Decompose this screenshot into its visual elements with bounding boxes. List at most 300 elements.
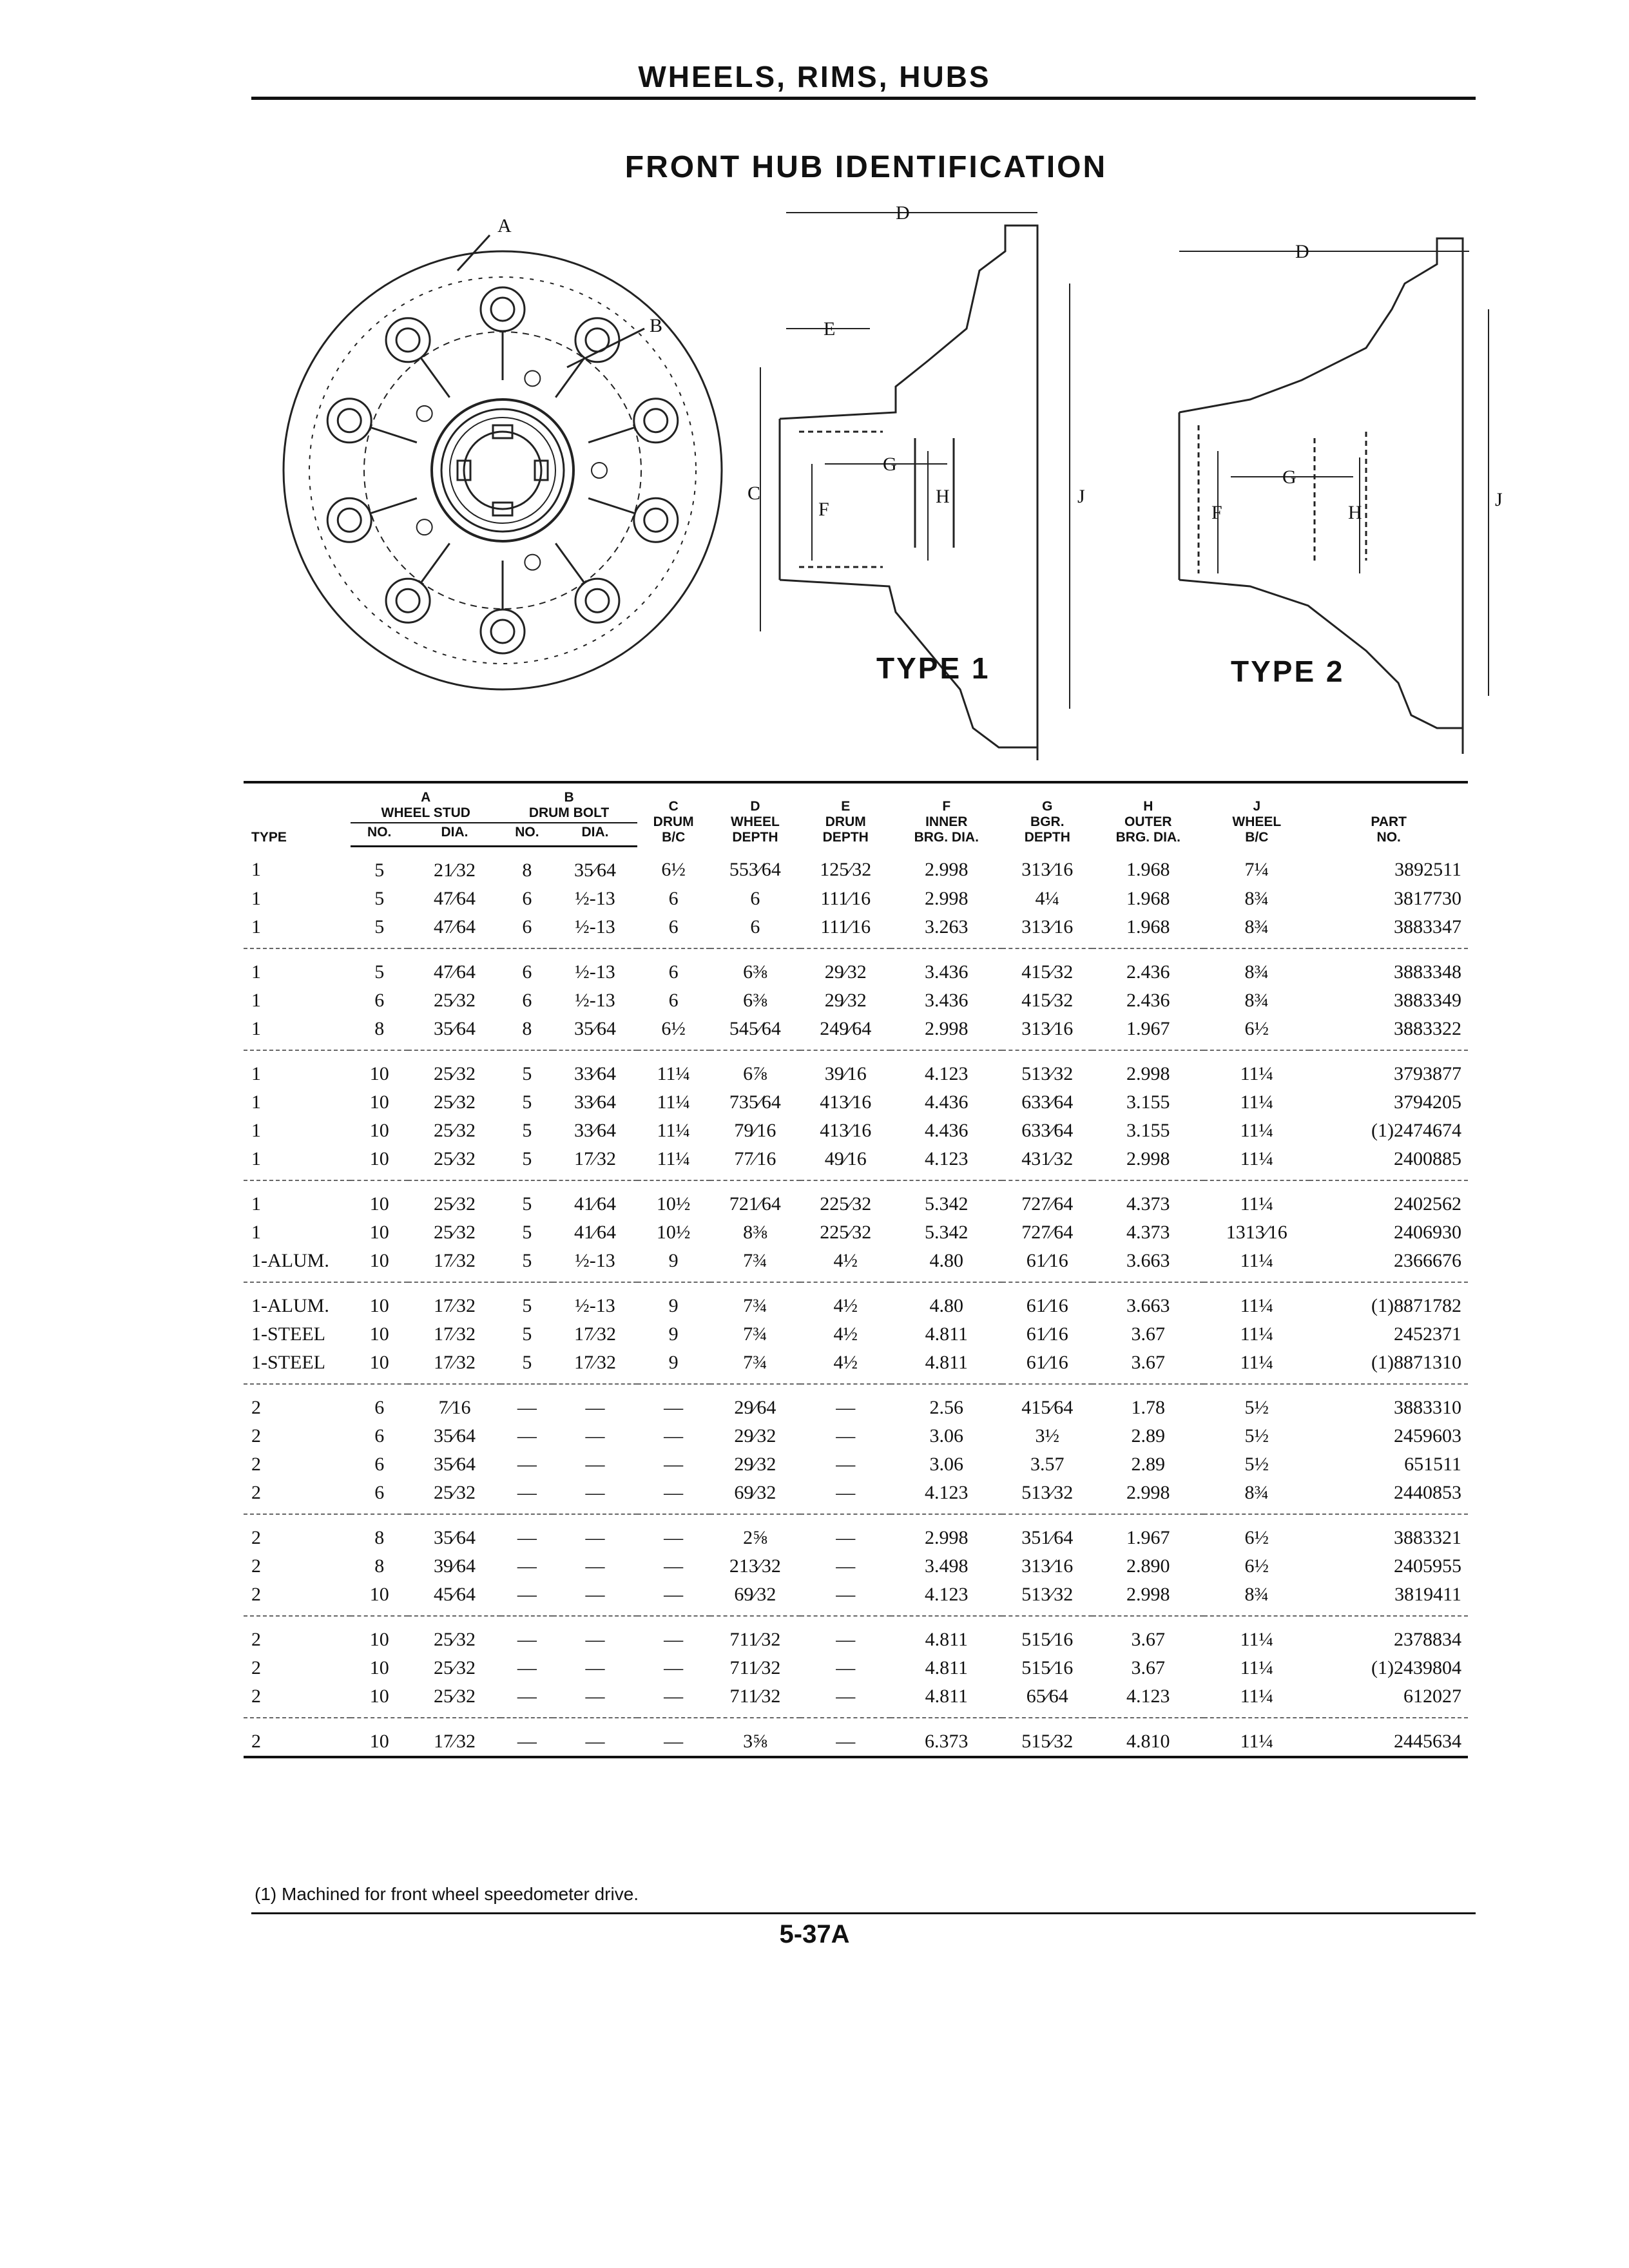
table-row xyxy=(244,1282,1468,1320)
col-c-header xyxy=(637,782,710,847)
cell-c: 10½ xyxy=(656,1193,691,1215)
cell-h: 2.890 xyxy=(1126,1555,1170,1577)
cell-b-no: 5 xyxy=(522,1295,532,1316)
type1-label: TYPE 1 xyxy=(876,651,990,685)
cell-h: 3.155 xyxy=(1126,1120,1170,1141)
cell-b-no: — xyxy=(501,1479,553,1514)
dim-label-g1: G xyxy=(883,454,897,475)
cell-b-dia: — xyxy=(553,1581,637,1616)
cell-f: 4.811 xyxy=(925,1657,968,1678)
cell-b-dia: ½-13 xyxy=(553,1247,637,1282)
cell-f: 5.342 xyxy=(925,1222,969,1243)
cell-c: — xyxy=(637,1479,710,1514)
cell-type: 1-ALUM. xyxy=(251,1295,329,1316)
cell-a-dia: 35⁄64 xyxy=(408,1015,501,1050)
cell-b-no: — xyxy=(517,1555,537,1577)
cell-c: 6 xyxy=(668,961,679,983)
cell-j: 8¾ xyxy=(1244,888,1269,909)
cell-h: 1.967 xyxy=(1092,1015,1204,1050)
cell-d: 7¾ xyxy=(710,1349,800,1384)
cell-type: 1 xyxy=(244,1015,351,1050)
dim-label-g2: G xyxy=(1282,466,1296,488)
col-f-letter: F xyxy=(942,798,951,814)
col-j-letter: J xyxy=(1253,798,1261,814)
cell-b-dia: — xyxy=(585,1555,605,1577)
cell-a-dia: 39⁄64 xyxy=(433,1555,476,1577)
cell-e: 225⁄32 xyxy=(820,1222,872,1243)
cell-h: 2.89 xyxy=(1131,1425,1166,1446)
cell-a-no: 10 xyxy=(369,1295,389,1316)
table-row xyxy=(244,1552,1468,1581)
cell-g: 515⁄16 xyxy=(1021,1657,1074,1678)
cell-d: 77⁄16 xyxy=(710,1145,800,1180)
cell-d: 711⁄32 xyxy=(729,1629,781,1650)
cell-type: 1 xyxy=(251,888,261,909)
cell-d: 2⅝ xyxy=(743,1527,767,1548)
cell-g: 4¼ xyxy=(1035,888,1060,909)
cell-b-no: 5 xyxy=(522,1193,532,1215)
cell-e: 225⁄32 xyxy=(820,1193,872,1215)
cell-g: 61⁄16 xyxy=(1026,1295,1068,1316)
cell-g: 313⁄16 xyxy=(1021,859,1074,881)
cell-b-no: 6 xyxy=(501,913,553,948)
cell-b-dia: — xyxy=(553,1718,637,1757)
cell-j: 11¼ xyxy=(1204,1682,1309,1718)
table-row xyxy=(244,1320,1468,1349)
cell-h: 3.663 xyxy=(1092,1247,1204,1282)
cell-j: 11¼ xyxy=(1204,1718,1309,1757)
cell-j: 8¾ xyxy=(1244,990,1269,1011)
cell-b-dia: 33⁄64 xyxy=(574,1091,616,1113)
cell-a-dia: 35⁄64 xyxy=(433,1527,476,1548)
cell-part: 3794205 xyxy=(1394,1091,1461,1113)
cell-d: 7¾ xyxy=(710,1247,800,1282)
cell-part: 3793877 xyxy=(1394,1063,1461,1084)
cell-d: 6⅜ xyxy=(743,990,767,1011)
table-row xyxy=(244,1654,1468,1682)
cell-d: 29⁄32 xyxy=(734,1425,776,1446)
cell-c: — xyxy=(637,1718,710,1757)
cell-a-dia: 7⁄16 xyxy=(438,1397,471,1418)
cell-h: 4.373 xyxy=(1126,1193,1170,1215)
cell-type: 1-STEEL xyxy=(251,1323,325,1345)
stud-hole xyxy=(634,399,678,443)
table-row xyxy=(244,986,1468,1015)
cell-part: 612027 xyxy=(1309,1682,1468,1718)
page-number: 5-37A xyxy=(779,1920,850,1948)
cell-g: 633⁄64 xyxy=(1021,1091,1074,1113)
cell-b-no: 5 xyxy=(522,1063,532,1084)
cell-h: 1.968 xyxy=(1092,913,1204,948)
cell-c: 11¼ xyxy=(657,1120,690,1141)
cell-g: 727⁄64 xyxy=(1021,1193,1074,1215)
table-row xyxy=(244,1384,1468,1422)
cell-h: 2.998 xyxy=(1092,1581,1204,1616)
cell-e: — xyxy=(800,1682,891,1718)
callout-b: B xyxy=(650,315,663,336)
cell-a-no: 8 xyxy=(351,1015,408,1050)
col-e-line2: DEPTH xyxy=(822,829,869,845)
cell-b-no: — xyxy=(517,1454,537,1475)
cell-part: 2440853 xyxy=(1309,1479,1468,1514)
cell-b-dia: 35⁄64 xyxy=(574,860,616,881)
cell-h: 3.67 xyxy=(1092,1349,1204,1384)
table-row xyxy=(244,1145,1468,1180)
stud-hole-inner xyxy=(491,620,514,643)
cell-a-no: 5 xyxy=(374,888,385,909)
cell-f: 3.06 xyxy=(929,1425,963,1446)
cell-b-no: — xyxy=(517,1425,537,1446)
col-part-header xyxy=(1309,782,1468,847)
cell-part: 3883321 xyxy=(1394,1527,1461,1548)
cell-f: 4.80 xyxy=(891,1247,1002,1282)
cell-f: 4.811 xyxy=(925,1323,968,1345)
cell-a-dia: 47⁄64 xyxy=(433,888,476,909)
table-row xyxy=(244,1718,1468,1757)
cell-b-no: 5 xyxy=(501,1349,553,1384)
cell-c: 9 xyxy=(668,1323,679,1345)
dim-label-e: E xyxy=(824,318,836,340)
cell-c: — xyxy=(664,1555,684,1577)
col-j-line2: B/C xyxy=(1245,829,1269,845)
cell-d: 213⁄32 xyxy=(729,1555,781,1577)
cell-c: — xyxy=(637,1682,710,1718)
cell-b-dia: — xyxy=(585,1425,605,1446)
col-e-letter: E xyxy=(841,798,851,814)
table-row xyxy=(244,948,1468,986)
cell-f: 2.56 xyxy=(929,1397,963,1418)
cell-part: 651511 xyxy=(1404,1454,1461,1475)
cell-a-dia: 25⁄32 xyxy=(408,1145,501,1180)
cell-c: 9 xyxy=(637,1349,710,1384)
cell-j: 11¼ xyxy=(1240,1193,1273,1215)
dim-label-d1: D xyxy=(896,202,910,224)
cell-j: 8¾ xyxy=(1204,913,1309,948)
cell-part: (1)2474674 xyxy=(1371,1120,1461,1141)
cell-j: 11¼ xyxy=(1240,1629,1273,1650)
cell-j: 8¾ xyxy=(1204,1581,1309,1616)
cell-e: — xyxy=(800,1479,891,1514)
cell-e: 29⁄32 xyxy=(824,961,867,983)
cell-b-dia: ½-13 xyxy=(553,913,637,948)
header-rule xyxy=(251,97,1476,100)
cell-g: 415⁄32 xyxy=(1021,990,1074,1011)
table-row xyxy=(244,1088,1468,1117)
cell-d: 69⁄32 xyxy=(710,1479,800,1514)
cell-a-no: 10 xyxy=(351,1349,408,1384)
cell-c: — xyxy=(637,1581,710,1616)
cell-part: (1)8871310 xyxy=(1309,1349,1468,1384)
col-g-line1: BGR. xyxy=(1030,814,1065,829)
cell-e: — xyxy=(836,1454,856,1475)
cell-e: 249⁄64 xyxy=(800,1015,891,1050)
col-j-header xyxy=(1204,782,1309,847)
drum-bolt-hole xyxy=(525,370,540,386)
table-row xyxy=(244,1349,1468,1384)
cell-g: 313⁄16 xyxy=(1021,1555,1074,1577)
cell-part: (1)8871782 xyxy=(1371,1295,1461,1316)
cell-type: 2 xyxy=(244,1581,351,1616)
dim-label-h2: H xyxy=(1348,502,1362,523)
cell-d: 8⅜ xyxy=(743,1222,767,1243)
cell-type: 2 xyxy=(251,1425,261,1446)
table-row xyxy=(244,1514,1468,1552)
cell-d: 711⁄32 xyxy=(729,1657,781,1678)
cell-c: — xyxy=(664,1657,684,1678)
cell-a-no: 10 xyxy=(351,1718,408,1757)
cell-c: 11¼ xyxy=(657,1063,690,1084)
cell-a-dia: 35⁄64 xyxy=(433,1454,476,1475)
cell-a-no: 5 xyxy=(374,860,385,881)
col-h-line2: BRG. DIA. xyxy=(1115,829,1181,845)
cell-a-no: 10 xyxy=(369,1063,389,1084)
cell-g: 415⁄32 xyxy=(1021,961,1074,983)
stud-hole xyxy=(386,579,430,622)
cell-h: 3.155 xyxy=(1126,1091,1170,1113)
table-row xyxy=(244,885,1468,913)
cell-h: 2.998 xyxy=(1092,1479,1204,1514)
cell-f: 5.342 xyxy=(925,1193,969,1215)
cell-part: 2445634 xyxy=(1309,1718,1468,1757)
cell-b-dia: ½-13 xyxy=(575,990,615,1011)
col-c-line2: B/C xyxy=(662,829,686,845)
cell-part: 2459603 xyxy=(1394,1425,1461,1446)
cell-part: 2400885 xyxy=(1309,1145,1468,1180)
col-d-header xyxy=(710,782,800,847)
cell-j: 11¼ xyxy=(1240,1063,1273,1084)
cell-a-dia: 25⁄32 xyxy=(433,990,476,1011)
col-f-header xyxy=(891,782,1002,847)
cell-g: 65⁄64 xyxy=(1002,1682,1092,1718)
table-row xyxy=(244,847,1468,885)
cell-d: 7¾ xyxy=(743,1323,767,1345)
cell-e: 49⁄16 xyxy=(800,1145,891,1180)
cell-e: 39⁄16 xyxy=(824,1063,867,1084)
cell-g: 515⁄32 xyxy=(1002,1718,1092,1757)
col-j-line1: WHEEL xyxy=(1232,814,1282,829)
cell-a-no: 10 xyxy=(369,1193,389,1215)
col-c-line1: DRUM xyxy=(653,814,694,829)
col-c-letter: C xyxy=(668,798,679,814)
cell-f: 4.436 xyxy=(925,1120,969,1141)
cell-j: 8¾ xyxy=(1204,1479,1309,1514)
col-part-line2: NO. xyxy=(1376,829,1401,845)
cell-b-dia: — xyxy=(585,1657,605,1678)
cell-f: 4.80 xyxy=(929,1295,963,1316)
cell-g: 61⁄16 xyxy=(1002,1247,1092,1282)
cell-b-no: 6 xyxy=(522,961,532,983)
cell-a-no: 8 xyxy=(374,1555,385,1577)
cell-j: 5½ xyxy=(1244,1397,1269,1418)
col-d-letter: D xyxy=(750,798,760,814)
col-a-dia-header: DIA. xyxy=(408,823,501,847)
cell-b-no: 8 xyxy=(522,860,532,881)
cell-a-dia: 25⁄32 xyxy=(408,1479,501,1514)
cell-type: 2 xyxy=(251,1629,261,1650)
cell-d: 6⅞ xyxy=(743,1063,767,1084)
cell-a-no: 10 xyxy=(369,1222,389,1243)
cell-d: 69⁄32 xyxy=(710,1581,800,1616)
cell-a-no: 10 xyxy=(351,1247,408,1282)
cell-g: 727⁄64 xyxy=(1021,1222,1074,1243)
cell-f: 4.436 xyxy=(925,1091,969,1113)
col-e-header xyxy=(800,782,891,847)
cell-type: 2 xyxy=(244,1718,351,1757)
cell-d: 6⅜ xyxy=(743,961,767,983)
table-row xyxy=(244,1050,1468,1088)
cell-a-no: 6 xyxy=(374,1425,385,1446)
cell-type: 1 xyxy=(251,1120,261,1141)
cell-b-no: 5 xyxy=(501,1247,553,1282)
cell-e: — xyxy=(836,1527,856,1548)
cell-a-dia: 25⁄32 xyxy=(408,1682,501,1718)
cell-g: 61⁄16 xyxy=(1026,1323,1068,1345)
cell-type: 1 xyxy=(251,1222,261,1243)
cell-part: 2402562 xyxy=(1394,1193,1461,1215)
cell-g: 313⁄16 xyxy=(1002,1015,1092,1050)
dim-label-f2: F xyxy=(1211,502,1222,523)
cell-a-no: 10 xyxy=(369,1657,389,1678)
cell-e: — xyxy=(800,1718,891,1757)
col-h-line1: OUTER xyxy=(1124,814,1172,829)
cell-c: — xyxy=(664,1629,684,1650)
cell-a-dia: 47⁄64 xyxy=(408,913,501,948)
cell-part: 2378834 xyxy=(1394,1629,1461,1650)
table-row xyxy=(244,913,1468,948)
cell-b-dia: — xyxy=(585,1454,605,1475)
col-e-line1: DRUM xyxy=(825,814,866,829)
cell-type: 2 xyxy=(251,1397,261,1418)
front-hub-table xyxy=(244,781,1468,1758)
cell-a-dia: 17⁄32 xyxy=(408,1247,501,1282)
cell-a-dia: 25⁄32 xyxy=(433,1120,476,1141)
page-subtitle: FRONT HUB IDENTIFICATION xyxy=(624,150,1108,184)
cell-part: 2452371 xyxy=(1394,1323,1461,1345)
cell-f: 3.263 xyxy=(891,913,1002,948)
cell-c: 11¼ xyxy=(637,1145,710,1180)
stud-hole xyxy=(634,498,678,542)
cell-g: 3½ xyxy=(1035,1425,1060,1446)
cell-part: 2366676 xyxy=(1309,1247,1468,1282)
cell-b-dia: ½-13 xyxy=(575,888,615,909)
cell-part: (1)2439804 xyxy=(1371,1657,1461,1678)
cell-a-dia: 25⁄32 xyxy=(433,1091,476,1113)
cell-h: 2.436 xyxy=(1126,990,1170,1011)
cell-j: 6½ xyxy=(1244,1555,1269,1577)
cell-a-dia: 25⁄32 xyxy=(433,1222,476,1243)
stud-hole-inner xyxy=(644,508,668,532)
col-g-line2: DEPTH xyxy=(1024,829,1070,845)
cell-h: 1.78 xyxy=(1131,1397,1166,1418)
cell-f: 3.06 xyxy=(929,1454,963,1475)
cell-b-dia: 17⁄32 xyxy=(553,1349,637,1384)
cell-type: 1 xyxy=(251,1091,261,1113)
cell-h: 1.968 xyxy=(1126,859,1170,881)
spoke-line xyxy=(421,358,450,397)
col-f-line2: BRG. DIA. xyxy=(914,829,979,845)
cell-b-dia: 17⁄32 xyxy=(553,1145,637,1180)
stud-hole-inner xyxy=(644,409,668,432)
cell-g: 415⁄64 xyxy=(1021,1397,1074,1418)
spoke-line xyxy=(555,543,584,582)
cell-a-no: 6 xyxy=(374,1397,385,1418)
dim-label-f1: F xyxy=(818,499,829,520)
cell-h: 2.436 xyxy=(1126,961,1170,983)
cell-a-no: 10 xyxy=(351,1581,408,1616)
cell-g: 515⁄16 xyxy=(1021,1629,1074,1650)
col-a-title: WHEEL STUD xyxy=(381,805,470,820)
table-row xyxy=(244,1422,1468,1450)
cell-j: 5½ xyxy=(1244,1425,1269,1446)
cell-a-dia: 17⁄32 xyxy=(408,1349,501,1384)
cell-type: 1 xyxy=(244,1145,351,1180)
col-b-header xyxy=(501,782,637,823)
cell-c: 6 xyxy=(668,888,679,909)
cell-f: 4.123 xyxy=(925,1063,969,1084)
cell-j: 11¼ xyxy=(1204,1145,1309,1180)
cell-e: 125⁄32 xyxy=(820,859,872,881)
cell-j: 6½ xyxy=(1204,1015,1309,1050)
cell-g: 513⁄32 xyxy=(1002,1581,1092,1616)
cell-a-no: 10 xyxy=(369,1091,389,1113)
cell-h: 4.810 xyxy=(1092,1718,1204,1757)
cell-g: 633⁄64 xyxy=(1021,1120,1074,1141)
dim-label-j2: J xyxy=(1495,489,1503,510)
table-row xyxy=(244,1479,1468,1514)
col-b-dia-header: DIA. xyxy=(553,823,637,847)
cell-h: 3.67 xyxy=(1131,1629,1166,1650)
cell-b-no: 6 xyxy=(522,990,532,1011)
cell-a-no: 5 xyxy=(374,961,385,983)
dim-label-h1: H xyxy=(936,486,950,507)
cell-g: 431⁄32 xyxy=(1002,1145,1092,1180)
cell-b-no: — xyxy=(517,1657,537,1678)
cell-f: 2.998 xyxy=(925,888,969,909)
cell-b-no: 6 xyxy=(522,888,532,909)
cell-g: 351⁄64 xyxy=(1021,1527,1074,1548)
cell-e: 4½ xyxy=(800,1349,891,1384)
page-header-title: WHEELS, RIMS, HUBS xyxy=(638,60,991,93)
cell-e: 111⁄16 xyxy=(820,888,871,909)
cell-e: — xyxy=(836,1425,856,1446)
cell-e: — xyxy=(800,1581,891,1616)
cell-part: 3892511 xyxy=(1394,859,1461,881)
spoke-line xyxy=(421,543,450,582)
stud-hole xyxy=(327,498,371,542)
spoke-line xyxy=(555,358,584,397)
cell-d: 6 xyxy=(710,913,800,948)
hub-face-view xyxy=(284,235,722,689)
table-row xyxy=(244,1015,1468,1050)
cell-e: 413⁄16 xyxy=(820,1091,872,1113)
cell-e: 4½ xyxy=(800,1247,891,1282)
cell-b-dia: — xyxy=(585,1527,605,1548)
cell-part: 2405955 xyxy=(1394,1555,1461,1577)
cell-b-dia: ½-13 xyxy=(575,961,615,983)
table-row xyxy=(244,1682,1468,1718)
cell-j: 11¼ xyxy=(1204,1247,1309,1282)
cell-e: 111⁄16 xyxy=(800,913,891,948)
cell-h: 2.998 xyxy=(1092,1145,1204,1180)
col-part-line1: PART xyxy=(1371,814,1407,829)
cell-type: 1 xyxy=(251,859,261,881)
cell-type: 1-ALUM. xyxy=(244,1247,351,1282)
cell-f: 4.811 xyxy=(891,1682,1002,1718)
type2-label: TYPE 2 xyxy=(1231,655,1345,688)
cell-j: 1313⁄16 xyxy=(1226,1222,1287,1243)
cell-type: 2 xyxy=(244,1479,351,1514)
cell-part: 3819411 xyxy=(1309,1581,1468,1616)
